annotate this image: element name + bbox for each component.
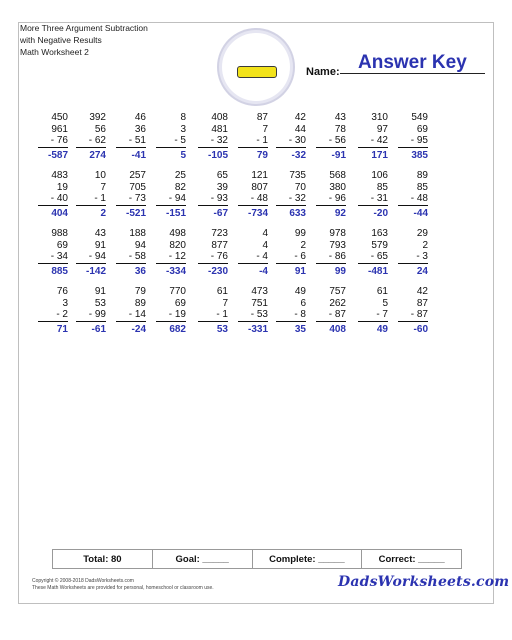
operand: - 3 [398, 251, 428, 264]
operand: - 5 [156, 135, 186, 148]
answer: 79 [256, 149, 268, 161]
operand: 8 [180, 112, 186, 123]
operand: 257 [129, 170, 146, 181]
operand: 2 [300, 239, 306, 251]
operand: 262 [329, 297, 346, 309]
operand: 61 [376, 286, 388, 297]
operand: - 32 [276, 193, 306, 206]
operand: 85 [416, 181, 428, 193]
operand: - 48 [238, 193, 268, 206]
operand: 408 [211, 112, 228, 123]
problem-14 [156, 170, 186, 219]
operand: 76 [56, 286, 68, 297]
problem-13 [116, 170, 146, 219]
problem-2 [76, 112, 106, 161]
answer: -24 [131, 323, 146, 335]
operand: 99 [294, 228, 306, 239]
operand: - 31 [358, 193, 388, 206]
operand: 735 [289, 170, 306, 181]
problem-26 [238, 228, 268, 277]
answer: 53 [216, 323, 228, 335]
answer: -44 [413, 207, 428, 219]
operand: 121 [251, 170, 268, 181]
problem-36 [238, 286, 268, 335]
problem-16 [238, 170, 268, 219]
answer: -4 [259, 265, 268, 277]
answer: 385 [411, 149, 428, 161]
problem-9 [358, 112, 388, 161]
operand: 978 [329, 228, 346, 239]
problem-3 [116, 112, 146, 161]
answer: -587 [47, 149, 68, 161]
operand: 87 [416, 297, 428, 309]
problem-8 [316, 112, 346, 161]
operand: 549 [411, 112, 428, 123]
operand: 87 [256, 112, 268, 123]
answer: -481 [367, 265, 388, 277]
operand: 6 [300, 297, 306, 309]
site-logo: DadsWorksheets.com [338, 574, 510, 590]
answer: 92 [334, 207, 346, 219]
operand: 757 [329, 286, 346, 297]
operand: 481 [211, 123, 228, 135]
operand: 61 [216, 286, 228, 297]
operand: - 65 [358, 251, 388, 264]
operand: 65 [216, 170, 228, 181]
operand: 94 [134, 239, 146, 251]
operand: 91 [94, 239, 106, 251]
problem-11 [38, 170, 68, 219]
answer: -331 [247, 323, 268, 335]
goal-field: Goal: _____ [153, 550, 253, 568]
operand: - 58 [116, 251, 146, 264]
operand: - 48 [398, 193, 428, 206]
problem-19 [358, 170, 388, 219]
operand: - 6 [276, 251, 306, 264]
answer: -20 [373, 207, 388, 219]
operand: 79 [134, 286, 146, 297]
operand: 78 [334, 123, 346, 135]
operand: - 94 [76, 251, 106, 264]
operand: 70 [294, 181, 306, 193]
summary-bar [52, 549, 462, 569]
operand: 69 [174, 297, 186, 309]
operand: - 86 [316, 251, 346, 264]
correct-field: Correct: _____ [378, 553, 445, 565]
problem-23 [116, 228, 146, 277]
operand: 39 [216, 181, 228, 193]
operand: - 62 [76, 135, 106, 148]
operand: - 1 [198, 309, 228, 322]
operand: 97 [376, 123, 388, 135]
operand: 793 [329, 239, 346, 251]
problem-10 [398, 112, 428, 161]
answer: 885 [51, 265, 68, 277]
operand: - 76 [38, 135, 68, 148]
operand: - 76 [198, 251, 228, 264]
operand: 5 [382, 297, 388, 309]
operand: 85 [376, 181, 388, 193]
answer: 36 [134, 265, 146, 277]
operand: 473 [251, 286, 268, 297]
answer: 408 [329, 323, 346, 335]
problem-30 [398, 228, 428, 277]
answer: 24 [416, 265, 428, 277]
complete-field: Complete: _____ [253, 550, 363, 568]
operand: 29 [416, 228, 428, 239]
problem-27 [276, 228, 306, 277]
operand: 483 [51, 170, 68, 181]
operand: 49 [294, 286, 306, 297]
answer: 71 [56, 323, 68, 335]
answer: -61 [91, 323, 106, 335]
operand: 82 [174, 181, 186, 193]
problem-38 [316, 286, 346, 335]
operand: 7 [222, 297, 228, 309]
operand: 380 [329, 181, 346, 193]
operand: - 40 [38, 193, 68, 206]
name-label: Name: [306, 66, 340, 78]
problem-15 [198, 170, 228, 219]
operand: - 56 [316, 135, 346, 148]
operand: 106 [371, 170, 388, 181]
operand: - 1 [76, 193, 106, 206]
operand: 751 [251, 297, 268, 309]
answer: 404 [51, 207, 68, 219]
operand: - 7 [358, 309, 388, 322]
operand: 56 [94, 123, 106, 135]
operand: 43 [334, 112, 346, 123]
operand: - 30 [276, 135, 306, 148]
problem-40 [398, 286, 428, 335]
operand: 450 [51, 112, 68, 123]
answer: -151 [165, 207, 186, 219]
operand: 988 [51, 228, 68, 239]
operand: 188 [129, 228, 146, 239]
operand: - 99 [76, 309, 106, 322]
operand: - 87 [316, 309, 346, 322]
operand: - 12 [156, 251, 186, 264]
operand: 579 [371, 239, 388, 251]
problem-5 [198, 112, 228, 161]
problem-25 [198, 228, 228, 277]
problem-20 [398, 170, 428, 219]
operand: - 53 [238, 309, 268, 322]
problem-12 [76, 170, 106, 219]
operand: 7 [100, 181, 106, 193]
operand: - 14 [116, 309, 146, 322]
answer: 35 [294, 323, 306, 335]
answer: -41 [131, 149, 146, 161]
total-count: Total: 80 [53, 550, 153, 568]
operand: 723 [211, 228, 228, 239]
answer: 2 [100, 207, 106, 219]
problem-37 [276, 286, 306, 335]
answer: -60 [413, 323, 428, 335]
answer: 171 [371, 149, 388, 161]
operand: 91 [94, 286, 106, 297]
problem-18 [316, 170, 346, 219]
operand: - 1 [238, 135, 268, 148]
answer: -67 [213, 207, 228, 219]
answer: 682 [169, 323, 186, 335]
operand: 163 [371, 228, 388, 239]
operand: - 51 [116, 135, 146, 148]
operand: 498 [169, 228, 186, 239]
answer: -142 [85, 265, 106, 277]
operand: - 34 [38, 251, 68, 264]
problem-22 [76, 228, 106, 277]
answer: 91 [294, 265, 306, 277]
operand: 89 [134, 297, 146, 309]
operand: - 94 [156, 193, 186, 206]
pencil-icon [237, 66, 277, 78]
problem-39 [358, 286, 388, 335]
problem-6 [238, 112, 268, 161]
answer: -91 [331, 149, 346, 161]
operand: - 93 [198, 193, 228, 206]
operand: 46 [134, 112, 146, 123]
operand: - 73 [116, 193, 146, 206]
operand: 10 [94, 170, 106, 181]
operand: 42 [416, 286, 428, 297]
operand: - 87 [398, 309, 428, 322]
problem-29 [358, 228, 388, 277]
operand: 44 [294, 123, 306, 135]
answer: -32 [291, 149, 306, 161]
operand: 4 [262, 239, 268, 251]
operand: 820 [169, 239, 186, 251]
operand: - 96 [316, 193, 346, 206]
operand: 7 [262, 123, 268, 135]
operand: 42 [294, 112, 306, 123]
operand: 3 [180, 123, 186, 135]
problem-4 [156, 112, 186, 161]
operand: - 2 [38, 309, 68, 322]
problem-7 [276, 112, 306, 161]
problem-1 [38, 112, 68, 161]
operand: 877 [211, 239, 228, 251]
operand: - 32 [198, 135, 228, 148]
problem-31 [38, 286, 68, 335]
answer: 5 [180, 149, 186, 161]
problem-28 [316, 228, 346, 277]
problem-35 [198, 286, 228, 335]
operand: 310 [371, 112, 388, 123]
worksheet-title: More Three Argument Subtraction with Negative Results Math Worksheet 2 [20, 23, 148, 57]
operand: 19 [56, 181, 68, 193]
operand: 3 [62, 297, 68, 309]
operand: - 95 [398, 135, 428, 148]
problem-34 [156, 286, 186, 335]
operand: 770 [169, 286, 186, 297]
answer: 633 [289, 207, 306, 219]
answer: -734 [247, 207, 268, 219]
problem-32 [76, 286, 106, 335]
operand: 568 [329, 170, 346, 181]
answer: -230 [207, 265, 228, 277]
answer: -105 [207, 149, 228, 161]
operand: 69 [416, 123, 428, 135]
operand: 43 [94, 228, 106, 239]
operand: 4 [262, 228, 268, 239]
operand: 25 [174, 170, 186, 181]
answer: 49 [376, 323, 388, 335]
problem-17 [276, 170, 306, 219]
operand: 69 [56, 239, 68, 251]
operand: 705 [129, 181, 146, 193]
operand: 89 [416, 170, 428, 181]
answer: -521 [125, 207, 146, 219]
operand: 961 [51, 123, 68, 135]
answer: 274 [89, 149, 106, 161]
problem-33 [116, 286, 146, 335]
operand: - 19 [156, 309, 186, 322]
operand: - 42 [358, 135, 388, 148]
operand: 36 [134, 123, 146, 135]
operand: 807 [251, 181, 268, 193]
problem-24 [156, 228, 186, 277]
answer: 99 [334, 265, 346, 277]
operand: 53 [94, 297, 106, 309]
operand: - 8 [276, 309, 306, 322]
operand: 2 [422, 239, 428, 251]
answer-key-heading: Answer Key [358, 52, 467, 73]
operand: - 4 [238, 251, 268, 264]
answer: -334 [165, 265, 186, 277]
operand: 392 [89, 112, 106, 123]
problem-21 [38, 228, 68, 277]
footer-copyright: Copyright © 2008-2018 DadsWorksheets.com These Math Worksheets are provided for personal, homeschool or classroom use. [32, 578, 214, 591]
